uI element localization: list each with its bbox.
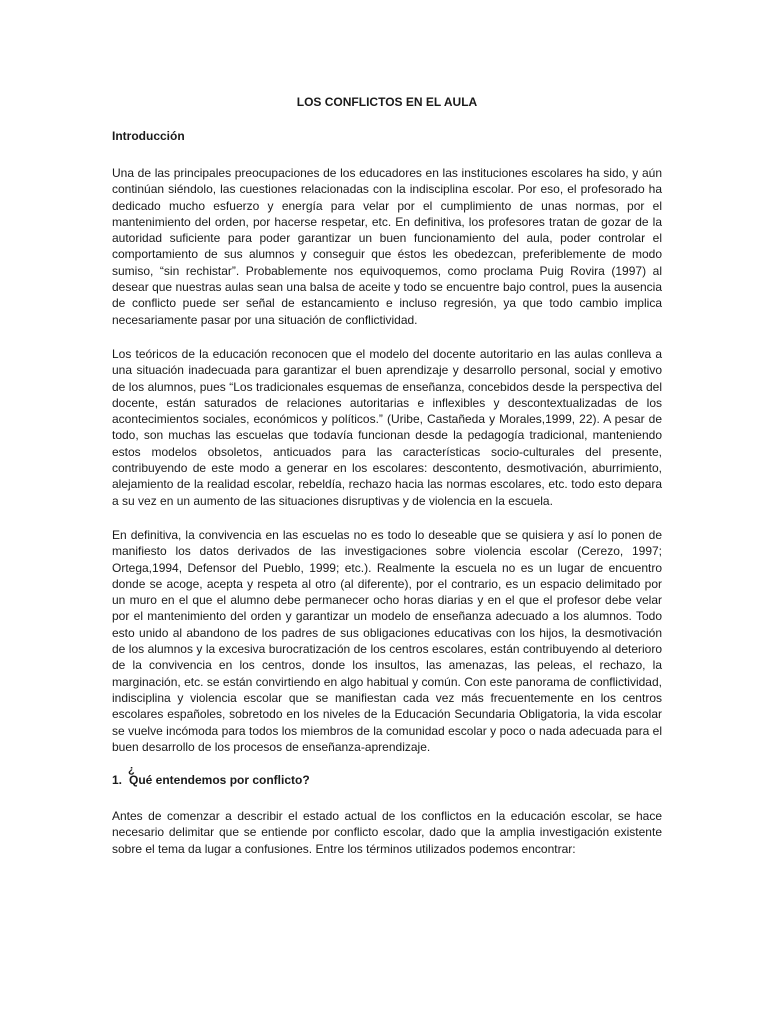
inverted-question-mark: ¿ xyxy=(128,764,135,777)
section-1-title: Qué entendemos por conflicto? xyxy=(129,773,310,788)
paragraph-1: Una de las principales preocupaciones de los educadores en las instituciones escolares ha sido, y aún continúan siéndolo, las cuestiones relacionadas con la indisciplina escolar. Por eso, el profesorado ha dedicado mucho esfuerzo y energía para velar por el cumplimiento de unas normas, por el mantenimiento del orden, por hacerse respetar, etc. En definitiva, los profesores tratan de gozar de la autoridad suficiente para poder garantizar un buen funcionamiento del aula, poder controlar el comportamiento de sus alumnos y conseguir que éstos les obedezcan, preferiblemente de modo sumiso, “sin rechistar”. Probablemente nos equivoquemos, como proclama Puig Rovira (1997) al desear que nuestras aulas sean una balsa de aceite y todo se encuentre bajo control, pues la ausencia de conflicto puede ser señal de estancamiento e incluso regresión, ya que todo cambio implica necesariamente pasar por una situación de conflictividad. xyxy=(112,166,662,327)
document-title: LOS CONFLICTOS EN EL AULA xyxy=(296,95,478,109)
section-number: 1. xyxy=(112,773,123,788)
intro-heading: Introducción xyxy=(112,129,185,143)
paragraph-2: Los teóricos de la educación reconocen que el modelo del docente autoritario en las aulas conlleva a una situación inadecuada para garantizar el buen aprendizaje y desarrollo personal, social y emotivo de los alumnos, pues “Los tradicionales esquemas de enseñanza, concebidos desde la perspectiva del docente, están saturados de relaciones autoritarias e inflexibles y descontextualizadas de los acontecimientos sociales, económicos y políticos.” (Uribe, Castañeda y Morales,1999, 22). A pesar de todo, son muchas las escuelas que todavía funcionan desde la pedagogía tradicional, manteniendo estos modelos obsoletos, anticuados para las características socio-culturales del presente, contribuyendo de este modo a generar en los escolares: descontento, desmotivación, aburrimiento, alejamiento de la realidad escolar, rebeldía, rechazo hacia las normas escolares, etc. todo esto depara a su vez en un aumento de las situaciones disruptivas y de violencia en la escuela. xyxy=(112,346,662,508)
section-1-paragraph: Antes de comenzar a describir el estado actual de los conflictos en la educación escolar, se hace necesario delimitar que se entiende por conflicto escolar, dado que la amplia investigación existente sobre el tema da lugar a confusiones. Entre los términos utilizados podemos encontrar: xyxy=(112,809,662,856)
paragraph-3: En definitiva, la convivencia en las escuelas no es todo lo deseable que se quisiera y así lo ponen de manifiesto los datos derivados de las investigaciones sobre violencia escolar (Cerezo, 1997; Ortega,1994, Defensor del Pueblo, 1999; etc.). Realmente la escuela no es un lugar de encuentro donde se acoge, acepta y respeta al otro (al diferente), por el contrario, es un espacio delimitado por un muro en el que el alumno debe permanecer ocho horas diarias y en el que el profesor debe velar por el mantenimiento del orden y garantizar un modelo de enseñanza adecuado a los alumnos. Todo esto unido al abandono de los padres de sus obligaciones educativas con los hijos, la desmotivación de los alumnos y la excesiva burocratización de los centros escolares, están contribuyendo al deterioro de la convivencia en los centros, donde los insultos, las amenazas, las peleas, el rechazo, la marginación, etc. se están convirtiendo en algo habitual y común. Con este panorama de conflictividad, indisciplina y violencia escolar que se manifiestan cada vez más frecuentemente en los centros escolares españoles, sobretodo en los niveles de la Educación Secundaria Obligatoria, la vida escolar se vuelve incómoda para todos los miembros de la comunidad escolar y poco o nada adecuada para el buen desarrollo de los procesos de enseñanza-aprendizaje. xyxy=(112,527,662,754)
section-1-heading xyxy=(112,764,662,788)
